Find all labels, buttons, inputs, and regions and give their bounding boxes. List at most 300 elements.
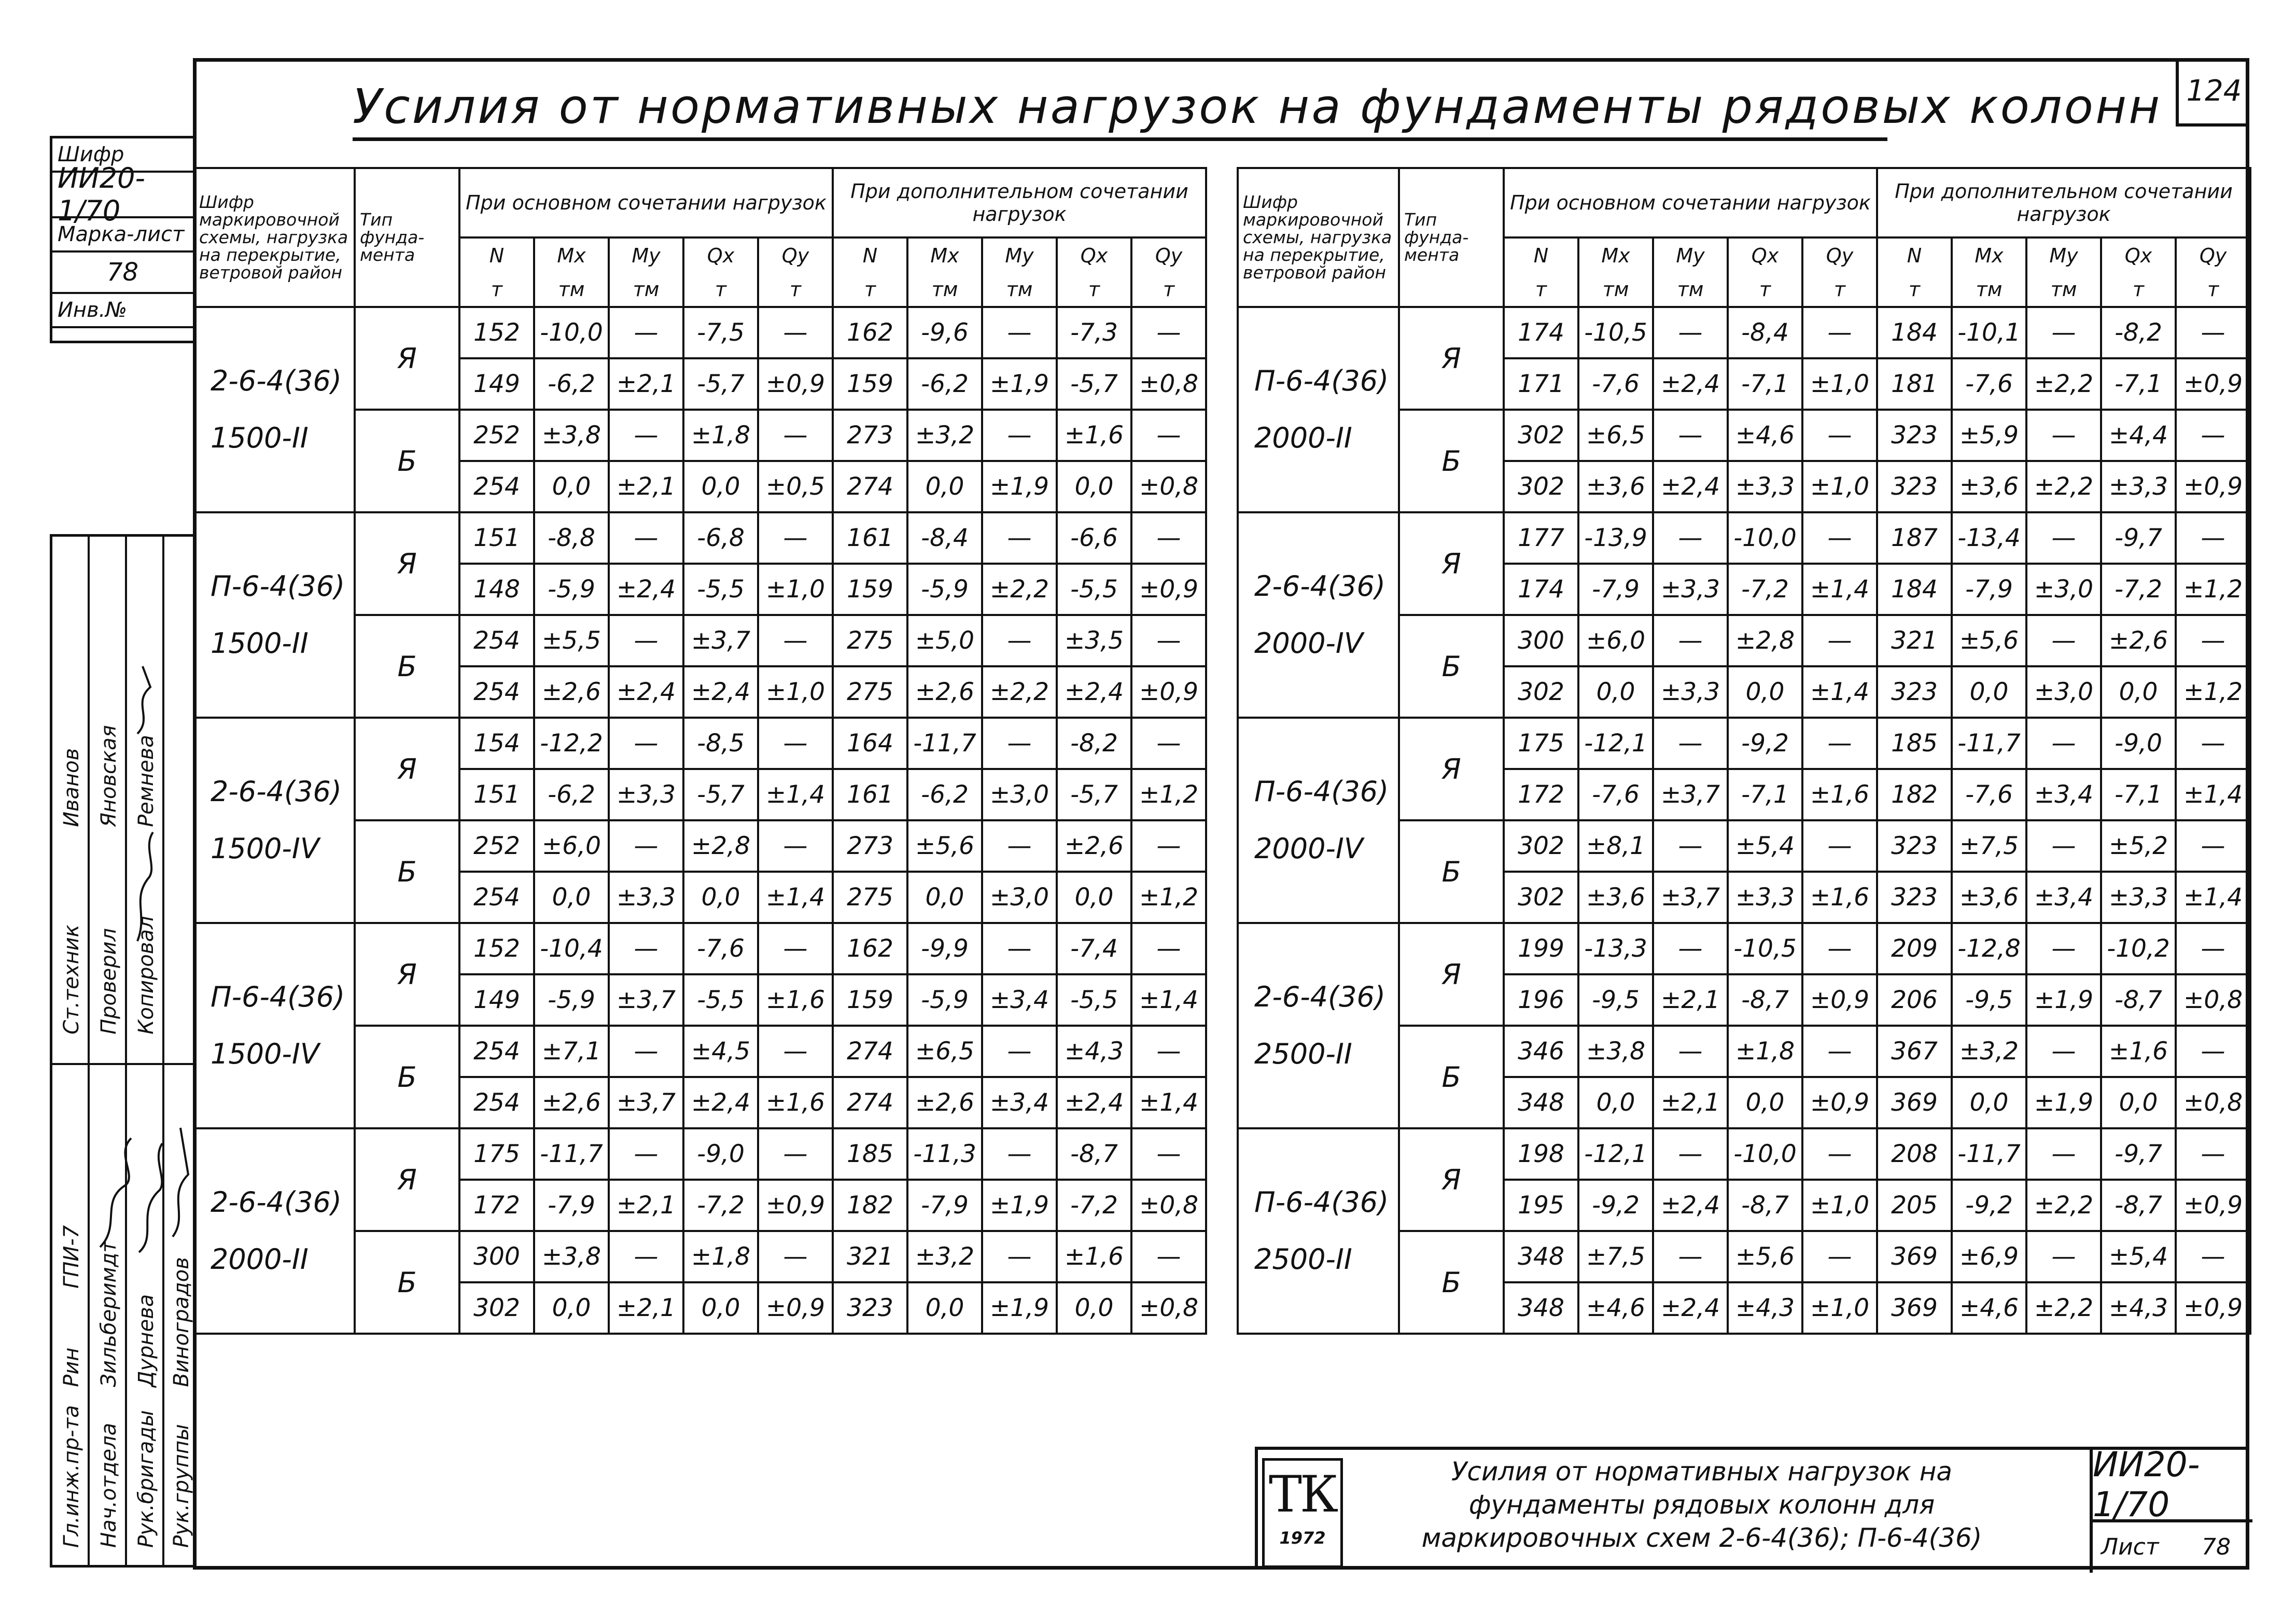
tk-year: 1972 bbox=[1279, 1528, 1326, 1548]
value-cell: 185 bbox=[1877, 718, 1952, 769]
value-cell: — bbox=[758, 1231, 833, 1282]
value-cell: — bbox=[758, 512, 833, 564]
value-cell: 254 bbox=[459, 461, 534, 512]
value-cell: 274 bbox=[833, 1077, 907, 1128]
value-cell: — bbox=[609, 512, 683, 564]
value-cell: 206 bbox=[1877, 974, 1952, 1026]
value-cell: ±0,9 bbox=[1131, 564, 1206, 615]
value-cell: -6,2 bbox=[534, 769, 609, 820]
value-cell: 0,0 bbox=[1952, 666, 2026, 718]
table-row bbox=[194, 718, 1206, 769]
table-row bbox=[1238, 923, 2250, 974]
value-cell: — bbox=[1802, 410, 1877, 461]
value-cell: — bbox=[1802, 615, 1877, 666]
value-cell: 302 bbox=[1504, 666, 1578, 718]
tk-letters: ТК bbox=[1268, 1465, 1337, 1523]
value-cell: ±1,2 bbox=[2176, 666, 2250, 718]
value-cell: — bbox=[982, 512, 1057, 564]
value-cell: ±0,8 bbox=[1131, 1180, 1206, 1231]
value-cell: 348 bbox=[1504, 1282, 1578, 1334]
force-column-header: N bbox=[1504, 237, 1578, 272]
value-cell: — bbox=[2176, 615, 2250, 666]
value-cell: ±1,6 bbox=[2101, 1026, 2176, 1077]
name-zilberimdt: Зильберимдт bbox=[97, 1240, 121, 1387]
value-cell: -9,9 bbox=[907, 923, 982, 974]
force-column-header: My bbox=[982, 237, 1057, 272]
value-cell: — bbox=[1653, 820, 1728, 872]
value-cell: ±4,5 bbox=[683, 1026, 758, 1077]
value-cell: 154 bbox=[459, 718, 534, 769]
force-column-header: My bbox=[609, 237, 683, 272]
value-cell: — bbox=[1802, 1128, 1877, 1180]
value-cell: ±3,6 bbox=[1952, 461, 2026, 512]
signature-marks-lower bbox=[90, 1081, 195, 1299]
value-cell: — bbox=[758, 923, 833, 974]
value-cell: -9,0 bbox=[683, 1128, 758, 1180]
value-cell: 152 bbox=[459, 307, 534, 358]
value-cell: -9,6 bbox=[907, 307, 982, 358]
force-column-header: N bbox=[1877, 237, 1952, 272]
foundation-type-cell: Я bbox=[1399, 923, 1504, 1026]
value-cell: -5,9 bbox=[907, 974, 982, 1026]
value-cell: -7,1 bbox=[1728, 358, 1802, 410]
value-cell: 302 bbox=[1504, 410, 1578, 461]
marka-label: Марка-лист bbox=[52, 218, 193, 253]
value-cell: -10,0 bbox=[534, 307, 609, 358]
scheme-mark-cell: П-6-4(36) 2000-II bbox=[1238, 307, 1399, 512]
value-cell: — bbox=[1131, 923, 1206, 974]
value-cell: — bbox=[2026, 1128, 2101, 1180]
unit-header: тм bbox=[609, 272, 683, 307]
header-row bbox=[1238, 168, 2250, 237]
value-cell: -8,7 bbox=[1728, 1180, 1802, 1231]
unit-header: т bbox=[833, 272, 907, 307]
value-cell: — bbox=[1802, 820, 1877, 872]
unit-header: т bbox=[2176, 272, 2250, 307]
value-cell: ±3,5 bbox=[1057, 615, 1131, 666]
value-cell: -11,7 bbox=[1952, 1128, 2026, 1180]
value-cell: ±3,3 bbox=[609, 872, 683, 923]
role-nach-otdela: Нач.отдела bbox=[97, 1422, 121, 1548]
value-cell: 0,0 bbox=[2101, 1077, 2176, 1128]
value-cell: -6,2 bbox=[534, 358, 609, 410]
value-cell: ±3,4 bbox=[982, 1077, 1057, 1128]
value-cell: ±2,4 bbox=[683, 666, 758, 718]
value-cell: 0,0 bbox=[683, 461, 758, 512]
value-cell: -9,7 bbox=[2101, 1128, 2176, 1180]
value-cell: — bbox=[1653, 307, 1728, 358]
role-kopiroval: Копировал bbox=[134, 916, 158, 1034]
value-cell: ±0,9 bbox=[2176, 358, 2250, 410]
force-column-header: Qx bbox=[2101, 237, 2176, 272]
value-cell: 346 bbox=[1504, 1026, 1578, 1077]
value-cell: 184 bbox=[1877, 307, 1952, 358]
value-cell: — bbox=[2026, 1026, 2101, 1077]
value-cell: 254 bbox=[459, 666, 534, 718]
value-cell: — bbox=[2176, 410, 2250, 461]
value-cell: 323 bbox=[1877, 410, 1952, 461]
value-cell: 184 bbox=[1877, 564, 1952, 615]
value-cell: ±2,2 bbox=[2026, 1180, 2101, 1231]
value-cell: -6,8 bbox=[683, 512, 758, 564]
value-cell: -12,1 bbox=[1578, 1128, 1653, 1180]
value-cell: -10,2 bbox=[2101, 923, 2176, 974]
unit-header: тм bbox=[2026, 272, 2101, 307]
value-cell: 274 bbox=[833, 1026, 907, 1077]
value-cell: 175 bbox=[459, 1128, 534, 1180]
left-forces-table bbox=[193, 167, 1207, 1335]
value-cell: — bbox=[609, 1128, 683, 1180]
table-row bbox=[194, 512, 1206, 564]
value-cell: 172 bbox=[459, 1180, 534, 1231]
table-row bbox=[194, 307, 1206, 358]
sheet-number: 124 bbox=[2176, 58, 2249, 127]
value-cell: -11,7 bbox=[534, 1128, 609, 1180]
value-cell: ±1,8 bbox=[683, 410, 758, 461]
unit-header: т bbox=[1877, 272, 1952, 307]
value-cell: 175 bbox=[1504, 718, 1578, 769]
value-cell: 0,0 bbox=[683, 872, 758, 923]
scheme-mark-cell: П-6-4(36) 1500-II bbox=[194, 512, 355, 718]
value-cell: ±3,4 bbox=[2026, 872, 2101, 923]
value-cell: ±1,0 bbox=[1802, 1180, 1877, 1231]
table-row bbox=[194, 923, 1206, 974]
value-cell: — bbox=[2176, 1026, 2250, 1077]
value-cell: ±2,4 bbox=[1653, 1180, 1728, 1231]
value-cell: ±3,0 bbox=[982, 769, 1057, 820]
value-cell: ±2,6 bbox=[1057, 820, 1131, 872]
value-cell: 273 bbox=[833, 820, 907, 872]
value-cell: 196 bbox=[1504, 974, 1578, 1026]
value-cell: ±0,9 bbox=[758, 1180, 833, 1231]
value-cell: 321 bbox=[1877, 615, 1952, 666]
value-cell: — bbox=[609, 410, 683, 461]
force-column-header: Qy bbox=[2176, 237, 2250, 272]
value-cell: ±0,9 bbox=[2176, 1180, 2250, 1231]
value-cell: ±3,3 bbox=[2101, 872, 2176, 923]
value-cell: -7,3 bbox=[1057, 307, 1131, 358]
foundation-type-cell: Я bbox=[1399, 718, 1504, 820]
value-cell: -5,9 bbox=[534, 564, 609, 615]
value-cell: ±2,4 bbox=[609, 564, 683, 615]
value-cell: ±2,8 bbox=[683, 820, 758, 872]
value-cell: — bbox=[982, 410, 1057, 461]
title-block-code: ИИ20-1/70 bbox=[2090, 1450, 2252, 1522]
value-cell: ±8,1 bbox=[1578, 820, 1653, 872]
value-cell: — bbox=[758, 307, 833, 358]
value-cell: 151 bbox=[459, 769, 534, 820]
role-ruk-gruppy: Рук.группы bbox=[170, 1424, 193, 1548]
value-cell: -7,6 bbox=[1952, 358, 2026, 410]
value-cell: 181 bbox=[1877, 358, 1952, 410]
value-cell: -7,2 bbox=[683, 1180, 758, 1231]
value-cell: -5,7 bbox=[683, 769, 758, 820]
value-cell: 274 bbox=[833, 461, 907, 512]
value-cell: ±0,9 bbox=[758, 358, 833, 410]
value-cell: -13,4 bbox=[1952, 512, 2026, 564]
foundation-type-cell: Б bbox=[1399, 1231, 1504, 1334]
value-cell: — bbox=[1131, 1231, 1206, 1282]
value-cell: 273 bbox=[833, 410, 907, 461]
value-cell: ±2,6 bbox=[2101, 615, 2176, 666]
value-cell: ±4,6 bbox=[1728, 410, 1802, 461]
value-cell: — bbox=[1131, 820, 1206, 872]
value-cell: ±3,7 bbox=[1653, 872, 1728, 923]
value-cell: ±1,6 bbox=[758, 1077, 833, 1128]
value-cell: — bbox=[982, 1026, 1057, 1077]
value-cell: — bbox=[1653, 512, 1728, 564]
value-cell: 152 bbox=[459, 923, 534, 974]
value-cell: -7,9 bbox=[907, 1180, 982, 1231]
value-cell: -7,2 bbox=[1728, 564, 1802, 615]
value-cell: — bbox=[609, 923, 683, 974]
value-cell: 148 bbox=[459, 564, 534, 615]
value-cell: ±2,2 bbox=[2026, 1282, 2101, 1334]
value-cell: — bbox=[982, 923, 1057, 974]
value-cell: 0,0 bbox=[1952, 1077, 2026, 1128]
signature-marks-upper bbox=[127, 578, 164, 1045]
value-cell: ±1,8 bbox=[683, 1231, 758, 1282]
unit-header: т bbox=[1728, 272, 1802, 307]
value-cell: -10,1 bbox=[1952, 307, 2026, 358]
value-cell: — bbox=[609, 718, 683, 769]
value-cell: 161 bbox=[833, 512, 907, 564]
value-cell: 177 bbox=[1504, 512, 1578, 564]
value-cell: 0,0 bbox=[534, 872, 609, 923]
value-cell: — bbox=[2176, 512, 2250, 564]
unit-header: т bbox=[1802, 272, 1877, 307]
value-cell: ±1,8 bbox=[1728, 1026, 1802, 1077]
force-column-header: N bbox=[833, 237, 907, 272]
value-cell: ±0,8 bbox=[2176, 974, 2250, 1026]
value-cell: ±4,3 bbox=[1728, 1282, 1802, 1334]
value-cell: -8,4 bbox=[907, 512, 982, 564]
value-cell: — bbox=[2026, 615, 2101, 666]
table-row bbox=[194, 1128, 1206, 1180]
value-cell: -5,5 bbox=[1057, 564, 1131, 615]
value-cell: ±4,6 bbox=[1952, 1282, 2026, 1334]
value-cell: -12,8 bbox=[1952, 923, 2026, 974]
value-cell: ±1,4 bbox=[758, 872, 833, 923]
value-cell: -7,2 bbox=[1057, 1180, 1131, 1231]
value-cell: 252 bbox=[459, 820, 534, 872]
value-cell: ±2,4 bbox=[1653, 461, 1728, 512]
unit-header: тм bbox=[1653, 272, 1728, 307]
value-cell: — bbox=[2176, 718, 2250, 769]
value-cell: ±2,4 bbox=[1653, 1282, 1728, 1334]
value-cell: — bbox=[2026, 1231, 2101, 1282]
value-cell: 302 bbox=[1504, 461, 1578, 512]
value-cell: ±6,5 bbox=[1578, 410, 1653, 461]
value-cell: -8,7 bbox=[2101, 974, 2176, 1026]
force-column-header: Qx bbox=[683, 237, 758, 272]
header-row bbox=[194, 168, 1206, 237]
value-cell: 321 bbox=[833, 1231, 907, 1282]
value-cell: 162 bbox=[833, 923, 907, 974]
value-cell: ±1,4 bbox=[1802, 666, 1877, 718]
value-cell: -7,4 bbox=[1057, 923, 1131, 974]
value-cell: ±2,4 bbox=[1653, 358, 1728, 410]
value-cell: -5,5 bbox=[1057, 974, 1131, 1026]
value-cell: — bbox=[758, 718, 833, 769]
value-cell: ±1,9 bbox=[982, 1180, 1057, 1231]
value-cell: -12,1 bbox=[1578, 718, 1653, 769]
value-cell: 205 bbox=[1877, 1180, 1952, 1231]
value-cell: — bbox=[758, 615, 833, 666]
value-cell: ±0,9 bbox=[1802, 1077, 1877, 1128]
value-cell: — bbox=[2176, 923, 2250, 974]
foundation-type-cell: Я bbox=[1399, 1128, 1504, 1231]
force-column-header: Mx bbox=[1952, 237, 2026, 272]
value-cell: 0,0 bbox=[907, 461, 982, 512]
value-cell: ±2,1 bbox=[609, 461, 683, 512]
value-cell: ±3,3 bbox=[2101, 461, 2176, 512]
value-cell: ±1,4 bbox=[1131, 974, 1206, 1026]
value-cell: 0,0 bbox=[534, 461, 609, 512]
value-cell: — bbox=[1131, 615, 1206, 666]
value-cell: ±7,5 bbox=[1952, 820, 2026, 872]
value-cell: — bbox=[1802, 307, 1877, 358]
value-cell: 302 bbox=[1504, 820, 1578, 872]
value-cell: ±6,0 bbox=[534, 820, 609, 872]
mark-column-header: Шифр маркировочной схемы, нагрузка на перекрытие, ветровой район bbox=[1238, 168, 1399, 307]
value-cell: ±5,2 bbox=[2101, 820, 2176, 872]
value-cell: ±2,6 bbox=[534, 666, 609, 718]
name-remneva: Ремнева bbox=[134, 735, 158, 827]
force-column-header: Qy bbox=[758, 237, 833, 272]
value-cell: ±0,8 bbox=[1131, 1282, 1206, 1334]
type-column-header: Тип фунда-мента bbox=[1399, 168, 1504, 307]
value-cell: ±7,5 bbox=[1578, 1231, 1653, 1282]
value-cell: — bbox=[2026, 410, 2101, 461]
foundation-type-cell: Я bbox=[355, 512, 459, 615]
value-cell: ±1,2 bbox=[1131, 769, 1206, 820]
value-cell: -8,4 bbox=[1728, 307, 1802, 358]
value-cell: 0,0 bbox=[1057, 872, 1131, 923]
force-column-header: Qy bbox=[1802, 237, 1877, 272]
value-cell: ±1,6 bbox=[1057, 1231, 1131, 1282]
value-cell: 323 bbox=[1877, 820, 1952, 872]
value-cell: -7,9 bbox=[534, 1180, 609, 1231]
value-cell: ±3,3 bbox=[1653, 564, 1728, 615]
value-cell: 172 bbox=[1504, 769, 1578, 820]
page-title: Усилия от нормативных нагрузок на фундаменты рядовых колонн bbox=[353, 79, 1887, 141]
name-durneva: Дурнева bbox=[134, 1294, 158, 1387]
value-cell: — bbox=[1802, 923, 1877, 974]
value-cell: ±3,7 bbox=[609, 1077, 683, 1128]
force-column-header: Mx bbox=[907, 237, 982, 272]
value-cell: ±3,7 bbox=[609, 974, 683, 1026]
foundation-type-cell: Б bbox=[1399, 615, 1504, 718]
value-cell: — bbox=[2026, 512, 2101, 564]
value-cell: ±2,6 bbox=[907, 1077, 982, 1128]
value-cell: — bbox=[1653, 1026, 1728, 1077]
mark-column-header: Шифр маркировочной схемы, нагрузка на перекрытие, ветровой район bbox=[194, 168, 355, 307]
value-cell: ±5,6 bbox=[1952, 615, 2026, 666]
name-yanovskaya: Яновская bbox=[97, 725, 121, 827]
value-cell: -8,2 bbox=[2101, 307, 2176, 358]
value-cell: — bbox=[758, 820, 833, 872]
value-cell: ±1,6 bbox=[1057, 410, 1131, 461]
value-cell: 254 bbox=[459, 1077, 534, 1128]
value-cell: 0,0 bbox=[1578, 666, 1653, 718]
org-label: ГПИ-7 bbox=[60, 1225, 83, 1289]
value-cell: ±3,7 bbox=[1653, 769, 1728, 820]
value-cell: — bbox=[758, 410, 833, 461]
value-cell: 254 bbox=[459, 1026, 534, 1077]
foundation-type-cell: Б bbox=[355, 820, 459, 923]
value-cell: — bbox=[1131, 1026, 1206, 1077]
value-cell: — bbox=[1802, 512, 1877, 564]
value-cell: -7,5 bbox=[683, 307, 758, 358]
type-column-header: Тип фунда-мента bbox=[355, 168, 459, 307]
value-cell: -8,7 bbox=[1728, 974, 1802, 1026]
role-ruk-brigady: Рук.бригады bbox=[134, 1410, 158, 1548]
value-cell: ±0,9 bbox=[1802, 974, 1877, 1026]
value-cell: ±2,2 bbox=[982, 564, 1057, 615]
value-cell: ±6,0 bbox=[1578, 615, 1653, 666]
value-cell: 323 bbox=[1877, 666, 1952, 718]
value-cell: ±0,8 bbox=[1131, 461, 1206, 512]
value-cell: ±1,4 bbox=[2176, 872, 2250, 923]
scheme-mark-cell: П-6-4(36) 2500-II bbox=[1238, 1128, 1399, 1334]
value-cell: 275 bbox=[833, 615, 907, 666]
value-cell: ±3,3 bbox=[609, 769, 683, 820]
value-cell: -8,7 bbox=[2101, 1180, 2176, 1231]
value-cell: 0,0 bbox=[534, 1282, 609, 1334]
value-cell: 185 bbox=[833, 1128, 907, 1180]
value-cell: -6,6 bbox=[1057, 512, 1131, 564]
value-cell: — bbox=[2176, 307, 2250, 358]
value-cell: 348 bbox=[1504, 1231, 1578, 1282]
value-cell: 171 bbox=[1504, 358, 1578, 410]
shifr-value: ИИ20-1/70 bbox=[52, 173, 193, 218]
value-cell: 164 bbox=[833, 718, 907, 769]
value-cell: ±6,9 bbox=[1952, 1231, 2026, 1282]
value-cell: 348 bbox=[1504, 1077, 1578, 1128]
name-rin: Рин bbox=[60, 1347, 83, 1387]
value-cell: 0,0 bbox=[907, 1282, 982, 1334]
value-cell: ±5,0 bbox=[907, 615, 982, 666]
value-cell: ±1,0 bbox=[1802, 358, 1877, 410]
value-cell: — bbox=[1802, 718, 1877, 769]
value-cell: ±3,8 bbox=[534, 1231, 609, 1282]
value-cell: ±4,6 bbox=[1578, 1282, 1653, 1334]
value-cell: 302 bbox=[1504, 872, 1578, 923]
value-cell: 208 bbox=[1877, 1128, 1952, 1180]
value-cell: -9,7 bbox=[2101, 512, 2176, 564]
value-cell: — bbox=[1653, 923, 1728, 974]
value-cell: 323 bbox=[833, 1282, 907, 1334]
value-cell: 198 bbox=[1504, 1128, 1578, 1180]
value-cell: ±5,6 bbox=[907, 820, 982, 872]
value-cell: ±1,6 bbox=[1802, 769, 1877, 820]
value-cell: -7,1 bbox=[2101, 358, 2176, 410]
value-cell: ±3,7 bbox=[683, 615, 758, 666]
value-cell: — bbox=[609, 820, 683, 872]
value-cell: -7,9 bbox=[1952, 564, 2026, 615]
foundation-type-cell: Б bbox=[355, 410, 459, 512]
value-cell: 159 bbox=[833, 564, 907, 615]
unit-header: т bbox=[1057, 272, 1131, 307]
value-cell: -10,0 bbox=[1728, 512, 1802, 564]
value-cell: ±2,2 bbox=[2026, 461, 2101, 512]
force-column-header: N bbox=[459, 237, 534, 272]
value-cell: — bbox=[1653, 718, 1728, 769]
value-cell: 159 bbox=[833, 358, 907, 410]
value-cell: 369 bbox=[1877, 1282, 1952, 1334]
value-cell: 252 bbox=[459, 410, 534, 461]
